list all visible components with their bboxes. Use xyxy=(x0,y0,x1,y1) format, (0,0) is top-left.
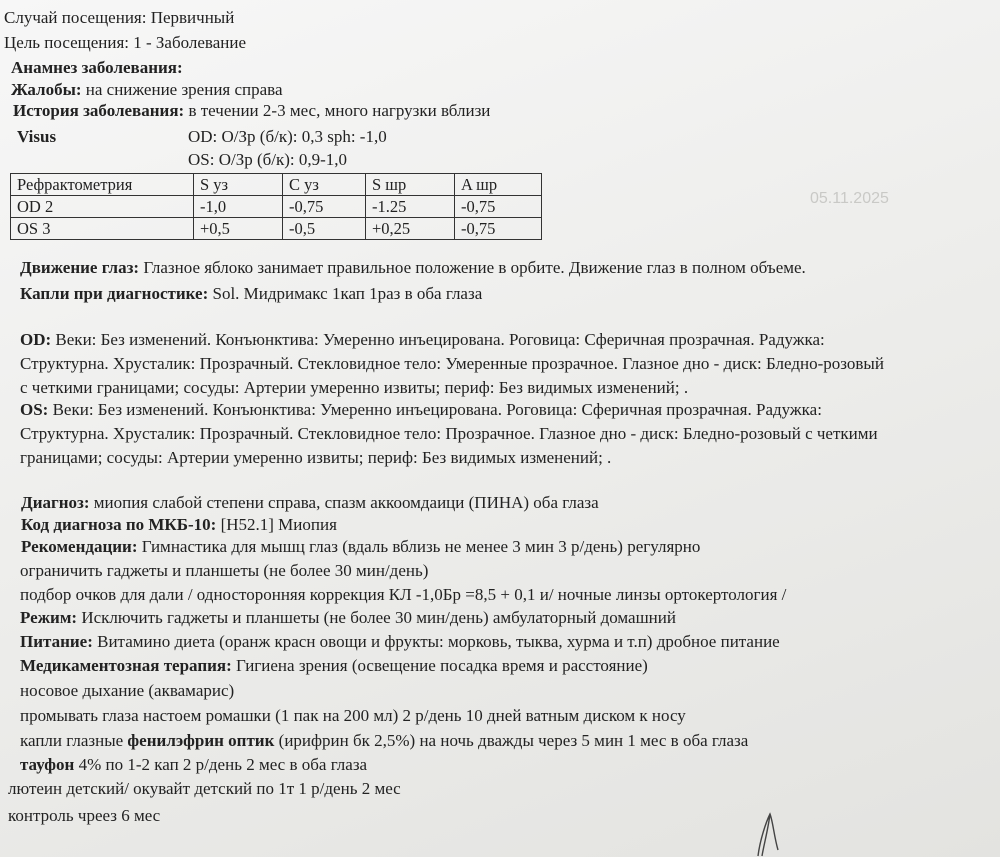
icd-text: [H52.1] Миопия xyxy=(216,515,337,534)
nutrition-label: Питание: xyxy=(20,632,93,651)
therapy-line5-post: 4% по 1-2 кап 2 р/день 2 мес в оба глаза xyxy=(74,755,368,774)
visus-od: OD: O/Зр (б/к): 0,3 sph: -1,0 xyxy=(188,127,387,146)
os-exam-line1 xyxy=(20,400,822,420)
therapy xyxy=(20,656,648,676)
recommendations-label: Рекомендации: xyxy=(21,537,138,556)
od-exam-line3: с четкими границами; сосуды: Артерии умеренно извиты; периф: Без видимых изменений; . xyxy=(20,378,689,397)
therapy-line4-pre: капли глазные xyxy=(20,731,128,750)
nutrition-text: Витамино диета (оранж красн овощи и фрукты: морковь, тыква, хурма и т.п) дробное питание xyxy=(92,632,780,651)
regime xyxy=(20,608,676,628)
eye-movement xyxy=(20,258,806,278)
table-cell: -0,75 xyxy=(283,196,366,218)
faint-date: 05.11.2025 xyxy=(810,190,889,207)
complaints-text: на снижение зрения справа xyxy=(81,80,283,99)
regime-label: Режим: xyxy=(20,608,78,627)
complaints-label: Жалобы: xyxy=(11,80,82,99)
therapy-label: Медикаментозная терапия: xyxy=(20,656,232,675)
table-row xyxy=(11,218,542,240)
therapy-line4 xyxy=(20,731,748,751)
history-text: в течении 2-3 мес, много нагрузки вблизи xyxy=(184,101,491,120)
table-cell: +0,25 xyxy=(366,218,455,240)
drops-text: Sol. Мидримакс 1кап 1раз в оба глаза xyxy=(208,284,483,303)
od-label: OD: xyxy=(20,330,52,349)
eye-movement-label: Движение глаз: xyxy=(20,258,140,277)
od-exam-line2: Структурна. Хрусталик: Прозрачный. Стекловидное тело: Умеренные прозрачное. Глазное дно - диск: Бледно-розовый xyxy=(20,354,884,373)
table-header-cell: S шр xyxy=(366,174,455,196)
table-header-cell: C уз xyxy=(283,174,366,196)
therapy-line3: промывать глаза настоем ромашки (1 пак на 200 мл) 2 р/день 10 дней ватным диском к носу xyxy=(20,706,686,725)
table-cell: -0,75 xyxy=(455,218,542,240)
refractometry-table xyxy=(10,173,542,240)
os-exam-line2: Структурна. Хрусталик: Прозрачный. Стекловидное тело: Прозрачное. Глазное дно - диск: Бледно-розовый с четкими xyxy=(20,424,878,443)
table-header-cell: S уз xyxy=(194,174,283,196)
table-cell: -1.25 xyxy=(366,196,455,218)
signature-mark xyxy=(740,800,800,857)
diagnosis-label: Диагноз: xyxy=(21,493,90,512)
table-header-cell: A шр xyxy=(455,174,542,196)
visit-case: Случай посещения: Первичный xyxy=(4,8,235,27)
nutrition xyxy=(20,632,780,652)
visus-label: Visus xyxy=(17,127,57,146)
therapy-line2: носовое дыхание (аквамарис) xyxy=(20,681,235,700)
visus-os: OS: O/Зр (б/к): 0,9-1,0 xyxy=(188,150,348,169)
history xyxy=(13,101,490,121)
os-text: Веки: Без изменений. Конъюнктива: Умеренно инъецирована. Роговица: Сферичная прозрачная. Радужка: xyxy=(48,400,822,419)
anamnesis-heading: Анамнез заболевания: xyxy=(11,58,183,77)
therapy-line5-drug: тауфон xyxy=(20,755,75,774)
table-cell: OD 2 xyxy=(11,196,194,218)
history-label: История заболевания: xyxy=(13,101,185,120)
recommendations xyxy=(21,537,700,557)
table-cell: -0,5 xyxy=(283,218,366,240)
therapy-line7: контроль чреез 6 мес xyxy=(8,806,161,825)
table-cell: -1,0 xyxy=(194,196,283,218)
therapy-line4-post: (ирифрин бк 2,5%) на ночь дважды через 5 мин 1 мес в оба глаза xyxy=(274,731,749,750)
diagnostic-drops xyxy=(20,284,482,304)
od-text: Веки: Без изменений. Конъюнктива: Умеренно инъецирована. Роговица: Сферичная прозрачная. Радужка: xyxy=(51,330,825,349)
os-exam-line3: границами; сосуды: Артерии умеренно извиты; периф: Без видимых изменений; . xyxy=(20,448,612,467)
od-exam-line1 xyxy=(20,330,825,350)
therapy-line5 xyxy=(20,755,367,775)
visit-goal: Цель посещения: 1 - Заболевание xyxy=(4,33,247,52)
refractometry-header-row xyxy=(11,174,542,196)
eye-movement-text: Глазное яблоко занимает правильное положение в орбите. Движение глаз в полном объеме. xyxy=(139,258,806,277)
table-cell: OS 3 xyxy=(11,218,194,240)
recommendations-line2: ограничить гаджеты и планшеты (не более 30 мин/день) xyxy=(20,561,429,580)
icd-label: Код диагноза по МКБ-10: xyxy=(21,515,217,534)
table-cell: -0,75 xyxy=(455,196,542,218)
table-cell: +0,5 xyxy=(194,218,283,240)
recommendations-text: Гимнастика для мышц глаз (вдаль вблизь не менее 3 мин 3 р/день) регулярно xyxy=(137,537,701,556)
recommendations-line3: подбор очков для дали / односторонняя коррекция КЛ -1,0Бр =8,5 + 0,1 и/ ночные линзы ортокертология / xyxy=(20,585,787,604)
drops-label: Капли при диагностике: xyxy=(20,284,209,303)
diagnosis xyxy=(21,493,599,513)
table-header-cell: Рефрактометрия xyxy=(11,174,194,196)
table-row xyxy=(11,196,542,218)
diagnosis-text: миопия слабой степени справа, спазм аккоомдаици (ПИНА) оба глаза xyxy=(89,493,599,512)
icd-code xyxy=(21,515,337,535)
therapy-text: Гигиена зрения (освещение посадка время и расстояние) xyxy=(231,656,648,675)
os-label: OS: xyxy=(20,400,49,419)
regime-text: Исключить гаджеты и планшеты (не более 30 мин/день) амбулаторный домашний xyxy=(77,608,676,627)
complaints xyxy=(11,80,283,100)
therapy-line4-drug: фенилэфрин оптик xyxy=(127,731,275,750)
therapy-line6: лютеин детский/ окувайт детский по 1т 1 р/день 2 мес xyxy=(8,779,401,798)
